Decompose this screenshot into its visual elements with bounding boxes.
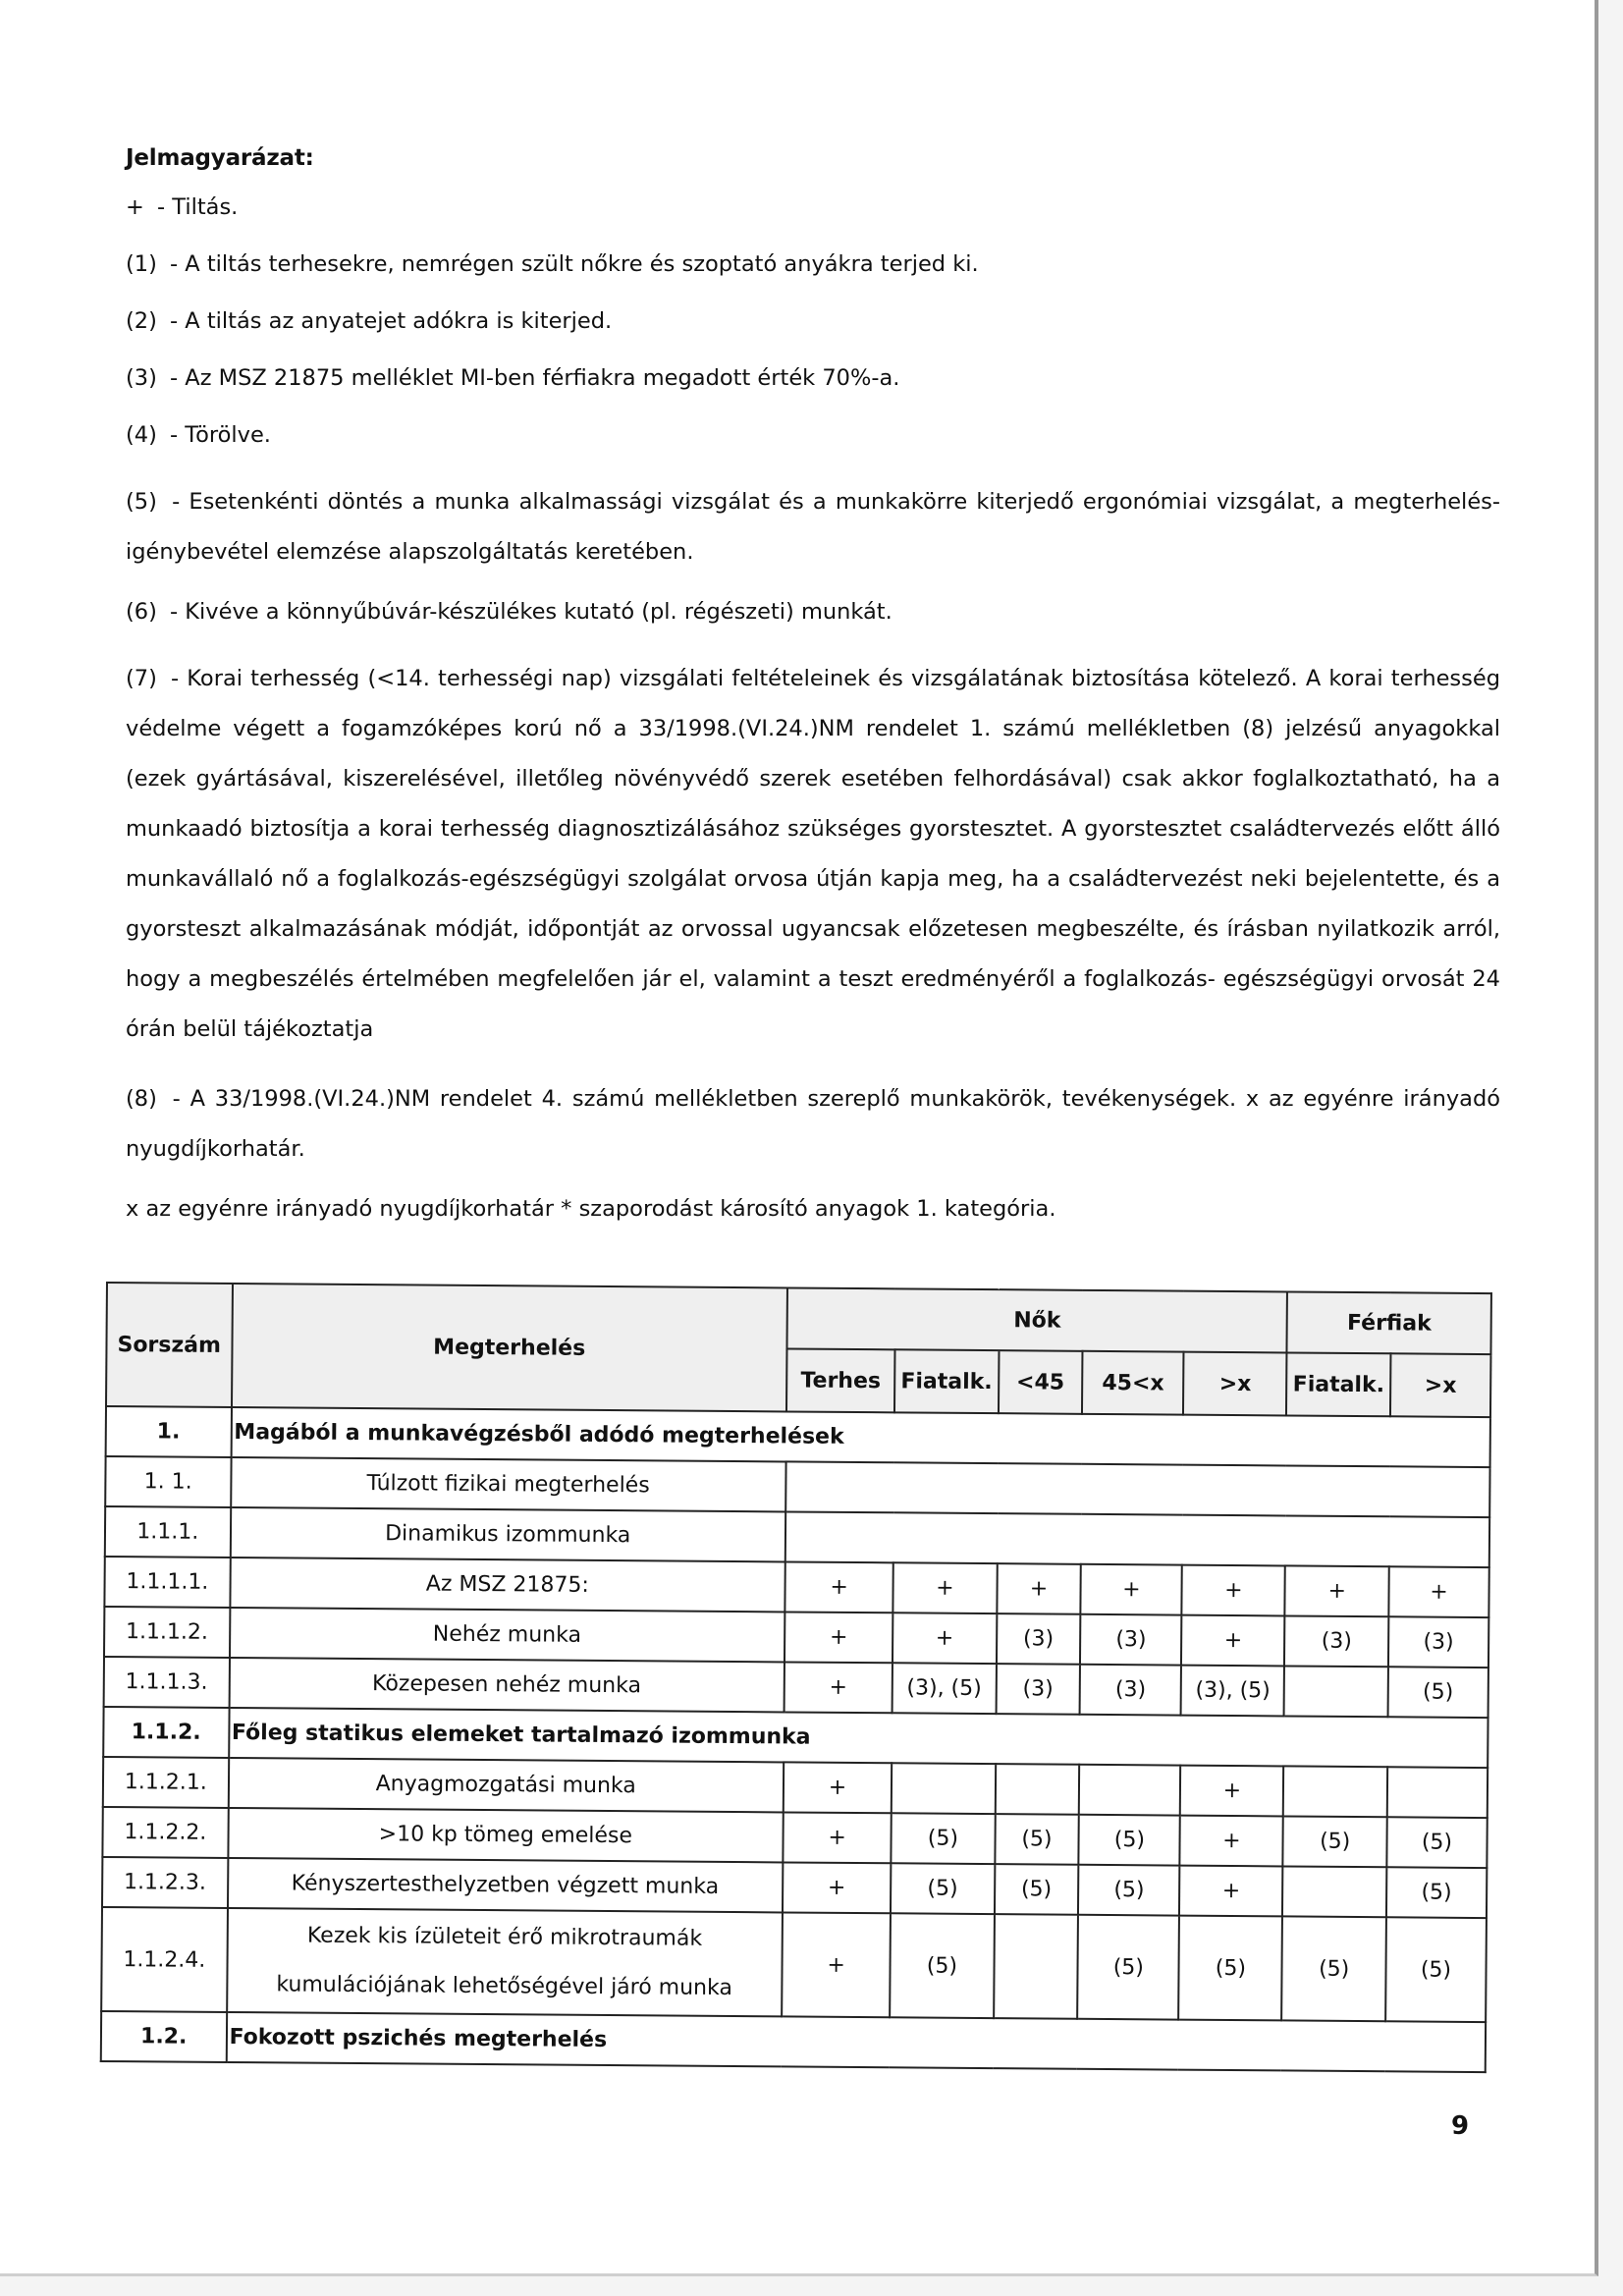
cell-value: (5) xyxy=(1077,1915,1179,2020)
cell-value: + xyxy=(783,1812,892,1863)
cell-value xyxy=(1079,1765,1180,1816)
cell-value: (3) xyxy=(1284,1615,1388,1667)
cell-value: (5) xyxy=(1386,1817,1488,1868)
cell-value: + xyxy=(1285,1565,1389,1616)
legend-item-6 xyxy=(126,597,1500,627)
legend-section xyxy=(126,145,1500,1249)
legend-title: Jelmagyarázat: xyxy=(126,145,314,171)
header-sorszam: Sorszám xyxy=(106,1283,233,1407)
row-number: 1.1.1. xyxy=(105,1506,231,1558)
row-number: 1.1.1.2. xyxy=(104,1607,230,1658)
cell-value: (3) xyxy=(1388,1616,1489,1667)
row-description: Kényszertesthelyzetben végzett munka xyxy=(228,1858,784,1912)
row-number: 1.1.1.1. xyxy=(104,1557,230,1608)
legend-key: (4) xyxy=(126,422,157,448)
cell-value: (5) xyxy=(890,1913,994,2018)
legend-item-plus xyxy=(126,192,1500,222)
cell-value: (5) xyxy=(1283,1816,1387,1867)
header-women-under45: <45 xyxy=(999,1350,1083,1414)
cell-value: (5) xyxy=(1386,1867,1488,1918)
row-description-line: kumulációjának lehetőségével járó munka xyxy=(276,1972,732,2001)
row-number: 1.2. xyxy=(101,2011,227,2062)
section-title: Magából a munkavégzésből adódó megterhelések xyxy=(231,1407,1490,1467)
legend-key: (6) xyxy=(126,599,157,625)
legend-text: - Esetenkénti döntés a munka alkalmassági vizsgálat és a munkakörre kiterjedő ergonómiai vizsgálat, a megterhelés-igénybevétel elemzése alapszolgáltatás keretében. xyxy=(126,489,1500,565)
cell-value: (5) xyxy=(1079,1815,1180,1866)
workload-restrictions-table xyxy=(100,1282,1492,2073)
section-title: Fokozott pszichés megterhelés xyxy=(226,2012,1486,2072)
row-number: 1.1.2. xyxy=(103,1707,229,1758)
legend-text: - Korai terhesség (<14. terhességi nap) vizsgálati feltételeinek és vizsgálatának biztosítása kötelező. A korai terhesség védelme végett a fogamzóképes korú nő a 33/1998.(VI.24.)NM rendelet 1. számú mellékletben (8) jelzésű anyagokkal (ezek gyártásával, kiszerelésével, illetőleg növényvédő szerek esetében felhordásával) csak akkor foglalkoztatható, ha a munkaadó biztosítja a korai terhesség diagnosztizálásához szükséges gyorstesztet. A gyorstesztet családtervezés előtt álló munkavállaló nő a foglalkozás-egészségügyi szolgálat orvosa útján kapja meg, ha a családtervezést neki bejelentette, és a gyorsteszt alkalmazásának módját, időpontját az orvossal ugyancsak előzetesen megbeszélte, és írásban nyilatkozik arról, hogy a megbeszélés értelmében megfelelően jár el, valamint a teszt eredményéről a foglalkozás- egészségügyi orvosát 24 órán belül tájékoztatja xyxy=(126,666,1500,1042)
cell-value xyxy=(1284,1666,1388,1717)
legend-item-4 xyxy=(126,420,1500,450)
row-number: 1.1.1.3. xyxy=(104,1657,230,1708)
cell-value: + xyxy=(784,1662,893,1713)
header-women-over-x: >x xyxy=(1183,1352,1287,1416)
cell-value: (5) xyxy=(892,1813,996,1864)
legend-item-3 xyxy=(126,363,1500,393)
row-number: 1.1.2.1. xyxy=(103,1757,229,1808)
section-title: Főleg statikus elemeket tartalmazó izommunka xyxy=(229,1708,1488,1768)
row-description xyxy=(227,1908,783,2016)
merged-empty-cell xyxy=(785,1511,1489,1567)
cell-value: + xyxy=(1081,1564,1182,1615)
legend-text: - Az MSZ 21875 melléklet MI-ben férfiakra megadott érték 70%-a. xyxy=(170,365,900,391)
cell-value: (5) xyxy=(995,1864,1079,1915)
legend-text: - A tiltás terhesekre, nemrégen szült nőkre és szoptató anyákra terjed ki. xyxy=(170,251,979,277)
cell-value: (5) xyxy=(1078,1865,1179,1916)
cell-value: + xyxy=(782,1912,891,2017)
row-description: Dinamikus izommunka xyxy=(230,1507,785,1561)
cell-value: + xyxy=(1182,1565,1286,1616)
cell-value xyxy=(994,1914,1079,2019)
header-men-young: Fiatalk. xyxy=(1286,1352,1390,1416)
cell-value: (5) xyxy=(1385,1917,1487,2022)
header-men: Férfiak xyxy=(1287,1291,1491,1354)
row-description: Nehéz munka xyxy=(230,1608,785,1662)
cell-value: + xyxy=(997,1563,1081,1614)
legend-text: - Törölve. xyxy=(170,422,271,448)
legend-key: + xyxy=(126,194,144,220)
cell-value xyxy=(1282,1866,1386,1917)
legend-item-2 xyxy=(126,306,1500,336)
header-women-pregnant: Terhes xyxy=(786,1348,895,1412)
header-women-young: Fiatalk. xyxy=(894,1349,999,1413)
row-number: 1.1.2.3. xyxy=(102,1857,228,1908)
row-description: Túlzott fizikai megterhelés xyxy=(231,1457,786,1511)
legend-text: - A tiltás az anyatejet adókra is kiterjed. xyxy=(170,308,613,334)
cell-value: + xyxy=(1179,1866,1283,1917)
legend-item-8 xyxy=(126,1074,1500,1175)
legend-key: (5) xyxy=(126,489,157,515)
header-women: Nők xyxy=(786,1287,1287,1352)
cell-value xyxy=(1283,1766,1387,1817)
row-number: 1. xyxy=(106,1406,232,1457)
cell-value xyxy=(1387,1767,1488,1818)
row-description: Közepesen nehéz munka xyxy=(229,1658,784,1712)
legend-text: - Kivéve a könnyűbúvár-készülékes kutató (pl. régészeti) munkát. xyxy=(170,599,893,625)
legend-item-5 xyxy=(126,477,1500,577)
cell-value: (3) xyxy=(1080,1614,1181,1666)
legend-item-7 xyxy=(126,654,1500,1055)
merged-empty-cell xyxy=(785,1461,1489,1517)
row-description: >10 kp tömeg emelése xyxy=(228,1808,784,1862)
header-megterheles: Megterhelés xyxy=(232,1284,787,1411)
legend-key: (7) xyxy=(126,666,157,691)
legend-text: - Tiltás. xyxy=(157,194,239,220)
cell-value: + xyxy=(784,1612,893,1663)
cell-value: (3), (5) xyxy=(1181,1666,1285,1717)
row-number: 1. 1. xyxy=(105,1456,231,1507)
table-row xyxy=(101,1907,1487,2022)
cell-value xyxy=(995,1764,1079,1815)
page-number: 9 xyxy=(1451,2111,1470,2141)
header-men-over-x: >x xyxy=(1390,1353,1491,1417)
header-women-45-to-x: 45<x xyxy=(1082,1351,1184,1415)
cell-value: + xyxy=(1180,1766,1284,1817)
legend-key: (3) xyxy=(126,365,157,391)
cell-value xyxy=(892,1763,996,1814)
cell-value: + xyxy=(784,1762,893,1813)
legend-key: (8) xyxy=(126,1086,157,1112)
cell-value: (3) xyxy=(997,1613,1081,1665)
row-description: Az MSZ 21875: xyxy=(230,1558,785,1612)
row-number: 1.1.2.4. xyxy=(101,1907,227,2012)
legend-key: (2) xyxy=(126,308,157,334)
cell-value: + xyxy=(1388,1566,1489,1617)
cell-value: (3) xyxy=(996,1664,1080,1715)
cell-value: (5) xyxy=(891,1863,995,1914)
cell-value: (5) xyxy=(1282,1916,1386,2021)
cell-value: + xyxy=(893,1562,998,1613)
cell-value: (3), (5) xyxy=(893,1663,997,1714)
cell-value: (5) xyxy=(995,1814,1079,1865)
legend-text: - A 33/1998.(VI.24.)NM rendelet 4. számú mellékletben szereplő munkakörök, tevékenységek. x az egyénre irányadó nyugdíjkorhatár. xyxy=(126,1086,1501,1162)
cell-value: + xyxy=(1181,1615,1285,1667)
row-description: Anyagmozgatási munka xyxy=(228,1758,784,1812)
cell-value: + xyxy=(784,1561,893,1613)
cell-value: + xyxy=(1180,1816,1284,1867)
row-number: 1.1.2.2. xyxy=(102,1807,228,1858)
legend-note: x az egyénre irányadó nyugdíjkorhatár * szaporodást károsító anyagok 1. kategória. xyxy=(126,1196,1056,1222)
cell-value: + xyxy=(783,1862,892,1913)
row-description-line: Kezek kis ízületeit érő mikrotraumák xyxy=(306,1923,703,1951)
cell-value: (5) xyxy=(1387,1667,1488,1718)
cell-value: (3) xyxy=(1080,1665,1181,1716)
legend-item-1 xyxy=(126,249,1500,279)
cell-value: (5) xyxy=(1178,1916,1282,2021)
cell-value: + xyxy=(893,1613,997,1664)
table-section-row xyxy=(101,2011,1486,2072)
legend-key: (1) xyxy=(126,251,157,277)
